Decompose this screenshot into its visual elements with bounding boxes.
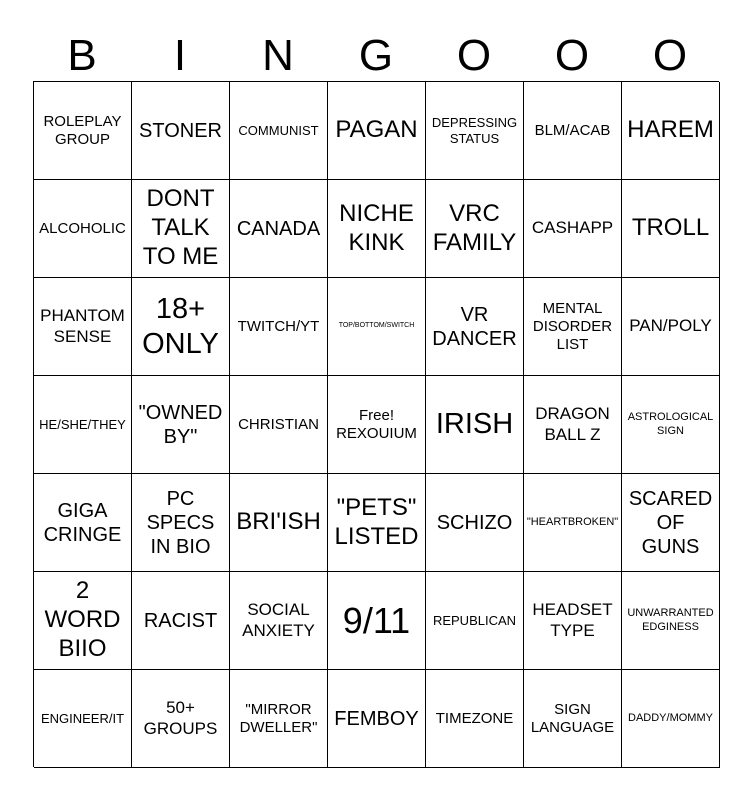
cell-text: 9/11 [342, 599, 411, 641]
cell-text: TWITCH/YT [237, 317, 320, 335]
cell-text: PAN/POLY [629, 316, 712, 336]
bingo-cell[interactable] [230, 278, 328, 376]
bingo-board [33, 81, 719, 767]
cell-text: UNWARRANTED EDGINESS [627, 607, 714, 633]
bingo-cell[interactable] [622, 670, 720, 768]
cell-text: FEMBOY [334, 707, 419, 730]
bingo-cell[interactable] [622, 82, 720, 180]
cell-text: MENTAL DISORDER LIST [532, 299, 613, 353]
bingo-cell[interactable] [34, 278, 132, 376]
bingo-cell[interactable] [426, 376, 524, 474]
bingo-cell[interactable] [132, 180, 230, 278]
cell-text: CHRISTIAN [238, 415, 319, 433]
bingo-cell[interactable] [328, 180, 426, 278]
cell-text: ROLEPLAY GROUP [43, 112, 122, 148]
bingo-cell[interactable] [132, 474, 230, 572]
bingo-cell[interactable] [230, 572, 328, 670]
bingo-cell[interactable] [524, 376, 622, 474]
cell-text: "PETS" LISTED [334, 493, 419, 550]
bingo-cell[interactable] [426, 278, 524, 376]
header-letter-b: B [67, 31, 97, 80]
cell-text: REPUBLICAN [432, 612, 517, 628]
bingo-cell[interactable] [426, 572, 524, 670]
cell-text: HAREM [627, 116, 714, 144]
cell-text: TIMEZONE [435, 709, 514, 727]
bingo-cell[interactable] [132, 670, 230, 768]
cell-text: 50+ GROUPS [143, 698, 218, 738]
cell-text: VR DANCER [432, 303, 517, 350]
bingo-cell[interactable] [328, 670, 426, 768]
cell-text: DONT TALK TO ME [142, 185, 219, 270]
cell-text: ENGINEER/IT [40, 710, 125, 726]
bingo-cell[interactable] [328, 572, 426, 670]
bingo-cell[interactable] [34, 376, 132, 474]
cell-text: "OWNED BY" [138, 401, 223, 448]
cell-text: CANADA [236, 217, 321, 240]
bingo-cell[interactable] [622, 180, 720, 278]
cell-text: TROLL [631, 214, 710, 242]
header-letter-i: I [173, 31, 187, 80]
bingo-cell[interactable] [524, 180, 622, 278]
bingo-cell[interactable] [426, 670, 524, 768]
cell-text: BRI'ISH [236, 508, 321, 536]
bingo-cell[interactable] [34, 82, 132, 180]
bingo-cell[interactable] [426, 474, 524, 572]
bingo-cell[interactable] [426, 180, 524, 278]
bingo-cell[interactable] [524, 670, 622, 768]
cell-text: DEPRESSING STATUS [431, 114, 518, 146]
cell-text: PAGAN [335, 116, 418, 144]
bingo-cell[interactable] [230, 376, 328, 474]
header-letter-g: G [358, 31, 394, 80]
cell-text: "MIRROR DWELLER" [239, 700, 318, 736]
cell-text: ALCOHOLIC [39, 219, 126, 237]
cell-text: HEADSET TYPE [532, 600, 613, 640]
bingo-cell[interactable] [132, 376, 230, 474]
bingo-cell[interactable] [132, 572, 230, 670]
cell-text: HE/SHE/THEY [39, 416, 126, 432]
cell-text: DRAGON BALL Z [535, 404, 610, 444]
cell-text: PC SPECS IN BIO [146, 487, 215, 558]
cell-text: SCHIZO [436, 511, 513, 534]
bingo-cell[interactable] [426, 82, 524, 180]
bingo-cell[interactable] [524, 572, 622, 670]
bingo-cell[interactable] [328, 278, 426, 376]
bingo-cell[interactable] [328, 474, 426, 572]
bingo-cell[interactable] [34, 572, 132, 670]
cell-text: SIGN LANGUAGE [530, 700, 615, 736]
cell-text: NICHE KINK [339, 199, 414, 256]
cell-text: 2 WORD BIIO [44, 577, 121, 662]
cell-text: RACIST [143, 609, 218, 632]
bingo-cell[interactable] [524, 278, 622, 376]
cell-text: PHANTOM SENSE [40, 306, 125, 346]
cell-text: "HEARTBROKEN" [526, 515, 619, 528]
cell-text: 18+ ONLY [142, 292, 219, 360]
bingo-cell[interactable] [622, 572, 720, 670]
cell-text: BLM/ACAB [534, 121, 611, 139]
bingo-header [33, 30, 719, 82]
bingo-cell[interactable] [230, 180, 328, 278]
header-letter-o1: O [456, 31, 492, 80]
cell-text: SCARED OF GUNS [628, 487, 713, 558]
bingo-cell[interactable] [34, 180, 132, 278]
bingo-cell[interactable] [230, 474, 328, 572]
bingo-cell[interactable] [34, 670, 132, 768]
bingo-cell[interactable] [622, 474, 720, 572]
cell-text: STONER [139, 119, 222, 142]
bingo-cell[interactable] [328, 376, 426, 474]
cell-text: VRC FAMILY [432, 199, 517, 256]
cell-text: COMMUNIST [238, 122, 319, 138]
bingo-cell[interactable] [230, 670, 328, 768]
bingo-cell[interactable] [230, 82, 328, 180]
bingo-cell[interactable] [328, 82, 426, 180]
bingo-cell[interactable] [622, 376, 720, 474]
bingo-cell[interactable] [524, 474, 622, 572]
cell-text: CASHAPP [531, 218, 614, 238]
cell-text: DADDY/MOMMY [628, 711, 713, 724]
bingo-cell[interactable] [524, 82, 622, 180]
header-letter-n: N [262, 31, 294, 80]
bingo-cell[interactable] [34, 474, 132, 572]
cell-text: SOCIAL ANXIETY [242, 600, 315, 640]
cell-text: ASTROLOGICAL SIGN [627, 411, 714, 437]
bingo-cell[interactable] [132, 278, 230, 376]
header-letter-o3: O [652, 31, 688, 80]
cell-text: Free! REXOUIUM [336, 406, 417, 442]
header-letter-o2: O [554, 31, 590, 80]
bingo-cell[interactable] [132, 82, 230, 180]
cell-text: IRISH [435, 408, 514, 441]
cell-text: GIGA CRINGE [43, 499, 122, 546]
bingo-cell[interactable] [622, 278, 720, 376]
cell-text: TOP/BOTTOM/SWITCH [338, 322, 415, 330]
